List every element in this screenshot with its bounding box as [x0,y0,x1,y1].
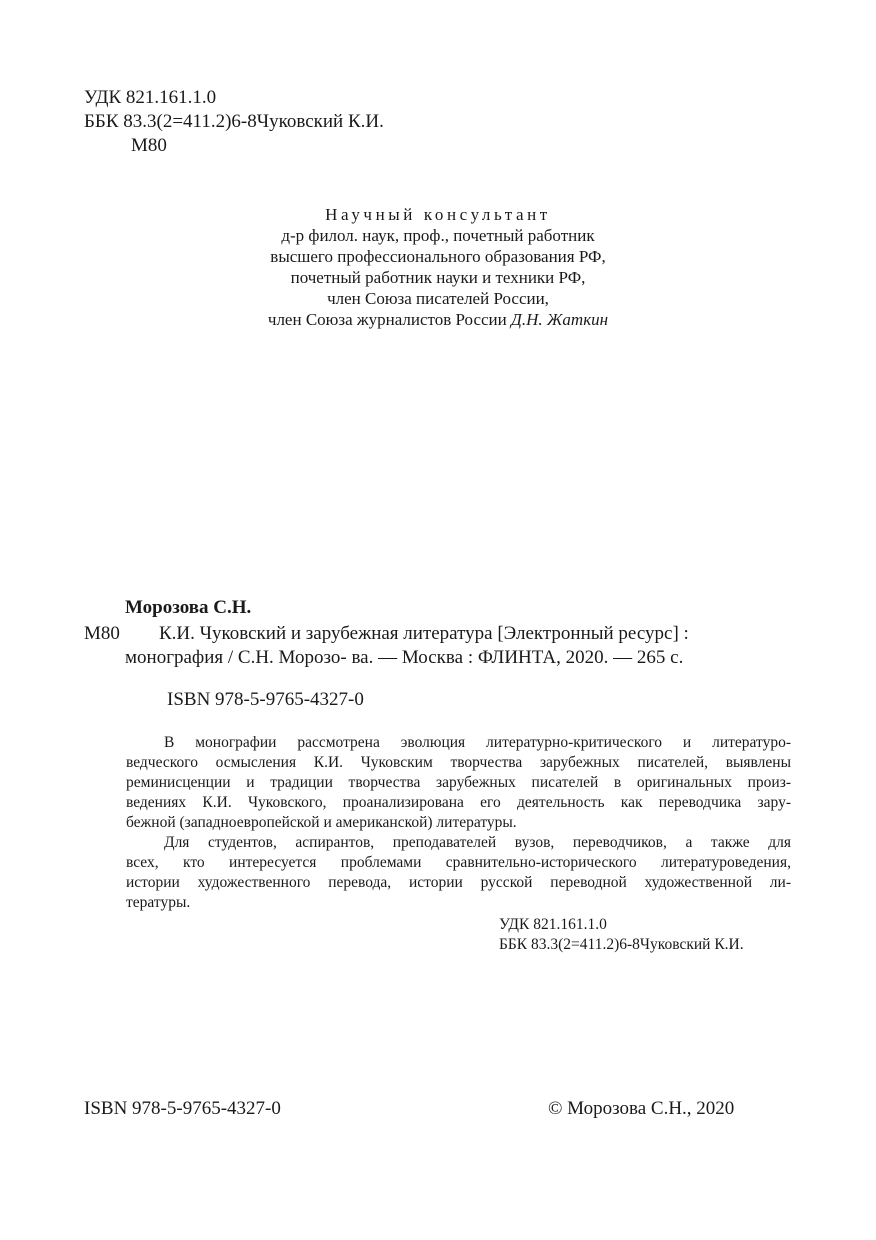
annotation-line: ведениях К.И. Чуковского, проанализирована его деятельность как переводчика зару- [126,794,791,811]
bib-isbn: ISBN 978-5-9765-4327-0 [167,689,364,710]
udk-code: УДК 821.161.1.0 [84,87,217,108]
annotation-line: бежной (западноевропейской и американской) литературы. [126,814,517,831]
consultant-line: д-р филол. наук, проф., почетный работник [281,226,595,245]
udk-code-bottom: УДК 821.161.1.0 [499,916,607,933]
bib-title: К.И. Чуковский и зарубежная литература [Электронный ресурс] : [159,623,689,644]
copyright-notice: © Морозова С.Н., 2020 [548,1098,735,1119]
annotation-line: тературы. [126,894,191,911]
annotation [126,733,791,913]
bib-publication: монография / С.Н. Морозо- ва. — Москва : ФЛИНТА, 2020. — 265 с. [125,647,684,668]
consultant-line: член Союза журналистов России [267,310,507,329]
consultant-line: почетный работник науки и техники РФ, [290,268,586,287]
author-mark: М80 [131,135,167,156]
consultant-name: Д.Н. Жаткин [511,310,609,329]
annotation-line: Для студентов, аспирантов, преподавателей вузов, переводчиков, а также для [164,834,791,851]
footer-isbn: ISBN 978-5-9765-4327-0 [84,1098,281,1119]
annotation-line: реминисценции и традиции творчества зарубежных писателей в оригинальных произ- [126,774,791,791]
scientific-consultant-block [0,204,876,330]
consultant-line-last [0,309,876,330]
annotation-line: истории художественного перевода, истории русской переводной художественной ли- [126,874,791,891]
annotation-line: ведческого осмысления К.И. Чуковским творчества зарубежных писателей, выявлены [126,754,791,771]
consultant-line: высшего профессионального образования РФ, [270,247,606,266]
bib-mark: М80 [84,623,120,644]
consultant-line: член Союза писателей России, [327,289,549,308]
bbk-code-bottom: ББК 83.3(2=411.2)6-8Чуковский К.И. [499,936,744,953]
consultant-heading: Научный консультант [325,205,551,224]
bib-author: Морозова С.Н. [125,597,252,618]
bbk-code: ББК 83.3(2=411.2)6-8Чуковский К.И. [84,111,384,132]
annotation-line: В монографии рассмотрена эволюция литературно-критического и литературо- [164,734,791,751]
annotation-line: всех, кто интересуется проблемами сравнительно-исторического литературоведения, [126,854,791,871]
